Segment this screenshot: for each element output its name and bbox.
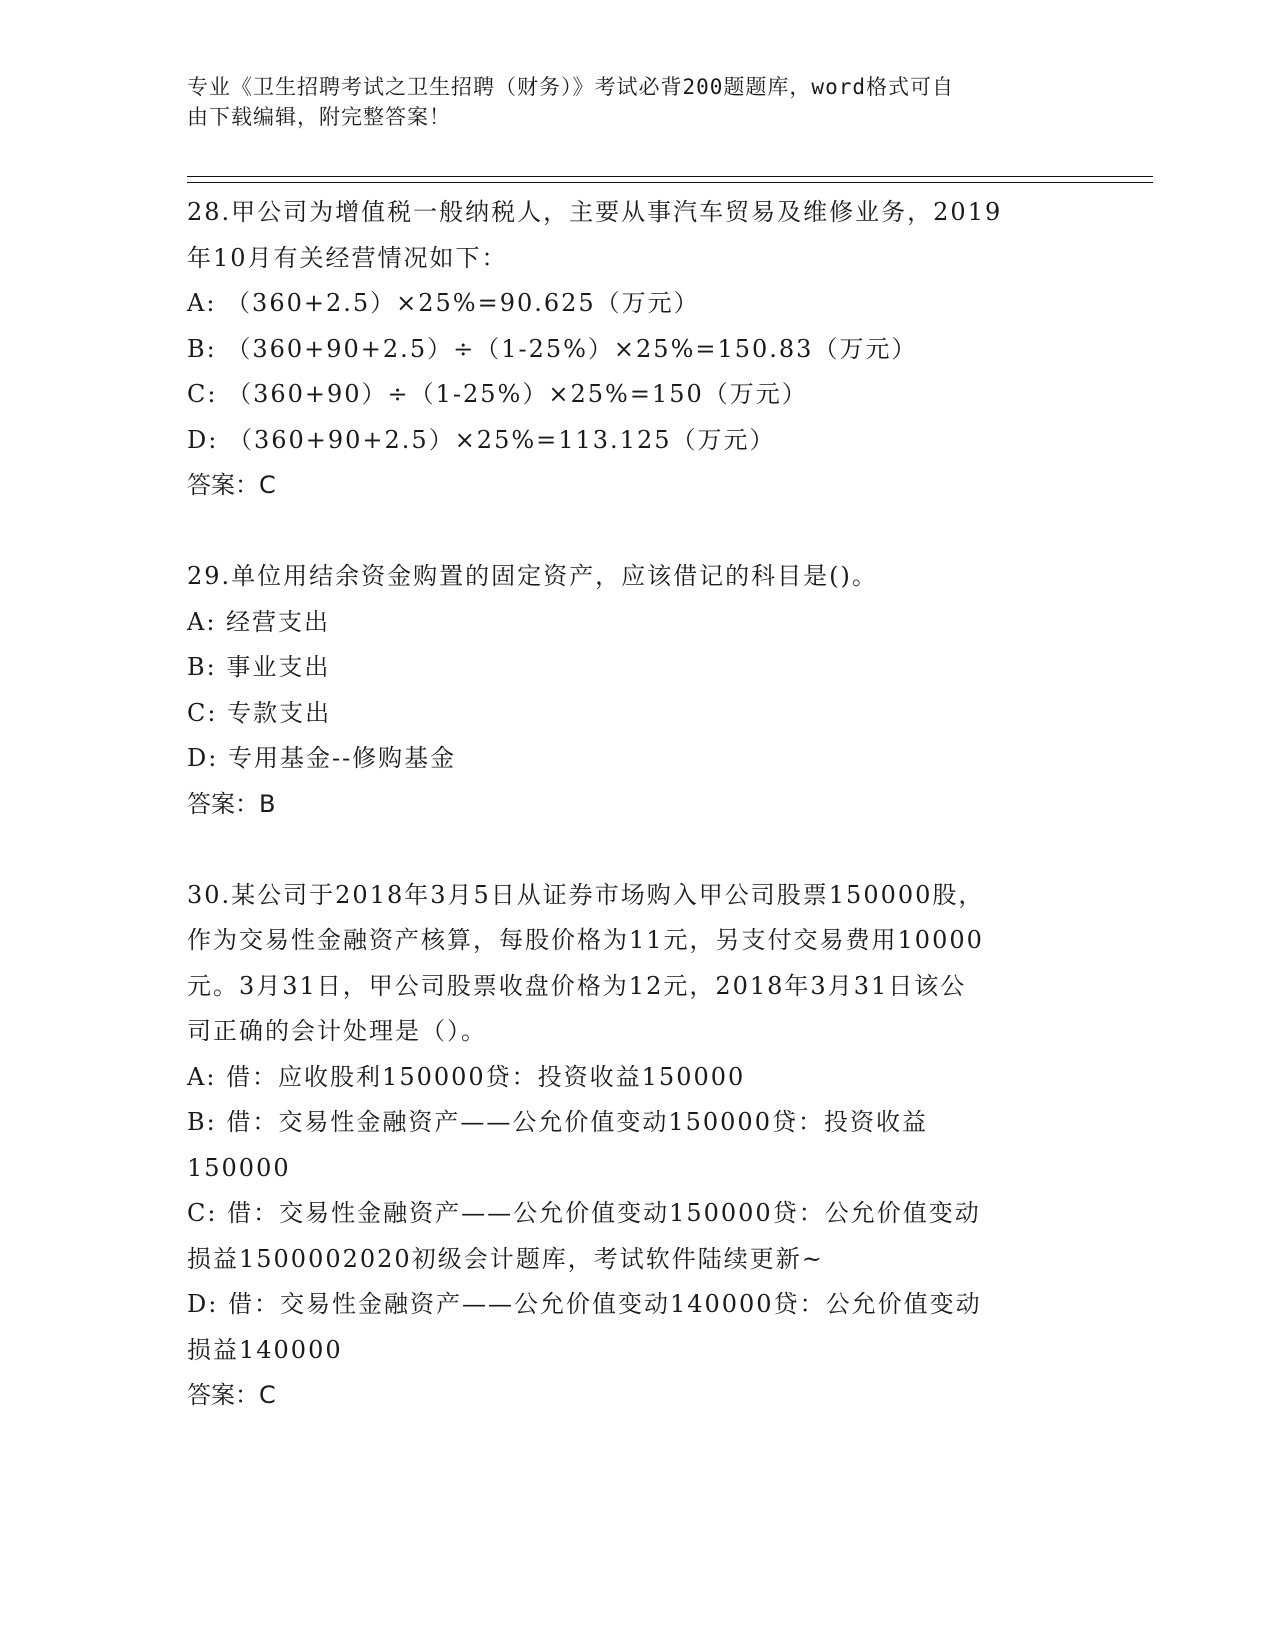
question-stem-line: 司正确的会计处理是（）。 [187, 1017, 487, 1045]
answer-label: 答案：C [187, 1381, 276, 1409]
question-28 [187, 190, 1087, 509]
option-d: D: （360+90+2.5）×25%=113.125（万元） [187, 425, 776, 454]
question-list [187, 190, 1087, 1419]
option-c: C: （360+90）÷（1-25%）×25%=150（万元） [187, 380, 808, 408]
header-divider-bottom [187, 182, 1153, 183]
option-a: A: （360+2.5）×25%=90.625（万元） [187, 289, 700, 317]
option-b: B: 事业支出 [187, 653, 331, 681]
question-stem-line: 年10月有关经营情况如下： [187, 243, 508, 272]
document-header [187, 72, 1067, 132]
answer-label: 答案：C [187, 471, 276, 499]
question-stem-line: 30.某公司于2018年3月5日从证券市场购入甲公司股票150000股， [187, 880, 985, 909]
option-d-continued: 损益140000 [187, 1335, 343, 1364]
spacer [187, 827, 1087, 873]
option-c-continued: 损益1500002020初级会计题库，考试软件陆续更新~ [187, 1244, 824, 1273]
answer-label: 答案：B [187, 789, 276, 818]
question-stem-line: 作为交易性金融资产核算，每股价格为11元，另支付交易费用10000 [187, 926, 984, 954]
option-c: C: 借：交易性金融资产——公允价值变动150000贷：公允价值变动 [187, 1199, 981, 1227]
spacer [187, 509, 1087, 555]
option-d: D: 借：交易性金融资产——公允价值变动140000贷：公允价值变动 [187, 1290, 982, 1318]
question-stem-line: 29.单位用结余资金购置的固定资产，应该借记的科目是()。 [187, 562, 878, 590]
header-line-1: 专业《卫生招聘考试之卫生招聘（财务）》考试必背200题题库，word格式可自 [187, 75, 954, 99]
option-b-continued: 150000 [187, 1153, 291, 1182]
option-a: A: 经营支出 [187, 607, 331, 636]
header-divider-top [187, 176, 1153, 177]
option-b: B: （360+90+2.5）÷（1-25%）×25%=150.83（万元） [187, 334, 918, 363]
question-29 [187, 554, 1087, 827]
option-b: B: 借：交易性金融资产——公允价值变动150000贷：投资收益 [187, 1108, 928, 1136]
option-c: C: 专款支出 [187, 698, 332, 727]
header-line-2: 由下载编辑，附完整答案！ [187, 105, 451, 129]
question-stem-line: 元。3月31日，甲公司股票收盘价格为12元，2018年3月31日该公 [187, 971, 967, 1000]
option-a: A: 借：应收股利150000贷：投资收益150000 [187, 1062, 746, 1091]
question-stem-line: 28.甲公司为增值税一般纳税人，主要从事汽车贸易及维修业务，2019 [187, 198, 1003, 226]
option-d: D: 专用基金--修购基金 [187, 744, 457, 772]
question-30 [187, 873, 1087, 1419]
